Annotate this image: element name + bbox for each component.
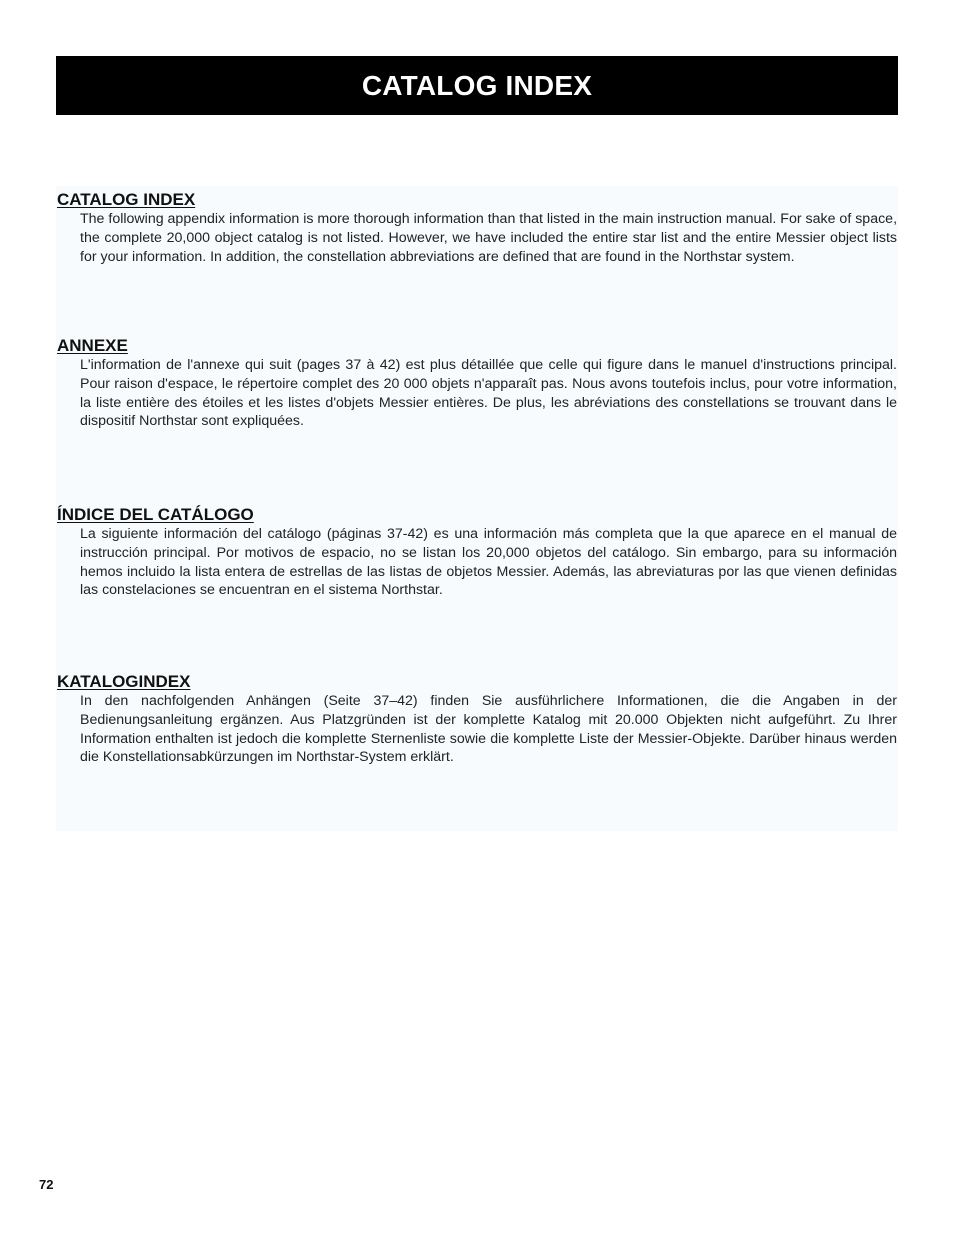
page-title: CATALOG INDEX	[361, 69, 593, 101]
page-number: 72	[39, 1177, 54, 1192]
section-french	[57, 336, 897, 431]
title-banner	[56, 56, 898, 115]
section-german	[57, 672, 897, 767]
section-heading: CATALOG INDEX	[57, 190, 196, 209]
section-heading: ANNEXE	[57, 336, 128, 355]
section-heading: ÍNDICE DEL CATÁLOGO	[57, 505, 254, 524]
section-body: In den nachfolgenden Anhängen (Seite 37–42) finden Sie ausführlichere Informationen, die die Angaben in der Bedienungsanleitung ergänzen. Aus Platzgründen ist der komplette Katalog mit 20.000 Objekten nicht aufgeführt. Zu Ihrer Information enthalten ist jedoch die komplette Sternenliste sowie die komplette Liste der Messier-Objekte. Darüber hinaus werden die Konstellationsabkürzungen im Northstar-System erklärt.	[80, 693, 897, 766]
section-body: L'information de l'annexe qui suit (pages 37 à 42) est plus détaillée que celle qui figure dans le manuel d'instructions principal. Pour raison d'espace, le répertoire complet des 20 000 objets n'apparaît pas. Nous avons toutefois inclus, pour votre information, la liste entière des étoiles et les listes d'objets Messier entières. De plus, les abréviations des constellations se trouvant dans le dispositif Northstar sont expliquées.	[80, 357, 897, 430]
section-body: The following appendix information is more thorough information than that listed in the main instruction manual. For sake of space, the complete 20,000 object catalog is not listed. However, we have included the entire star list and the entire Messier object lists for your information. In addition, the constellation abbreviations are defined that are found in the Northstar system.	[80, 211, 898, 265]
section-english	[57, 190, 897, 266]
section-body: La siguiente información del catálogo (páginas 37-42) es una información más completa que la que aparece en el manual de instrucción principal. Por motivos de espacio, no se listan los 20,000 objetos del catálogo. Sin embargo, para su información hemos incluido la lista entera de estrellas de las listas de objetos Messier. Además, las abreviaturas por las que vienen definidas las constelaciones se encuentran en el sistema Northstar.	[80, 526, 897, 599]
section-spanish	[57, 505, 897, 600]
section-heading: KATALOGINDEX	[57, 672, 191, 691]
